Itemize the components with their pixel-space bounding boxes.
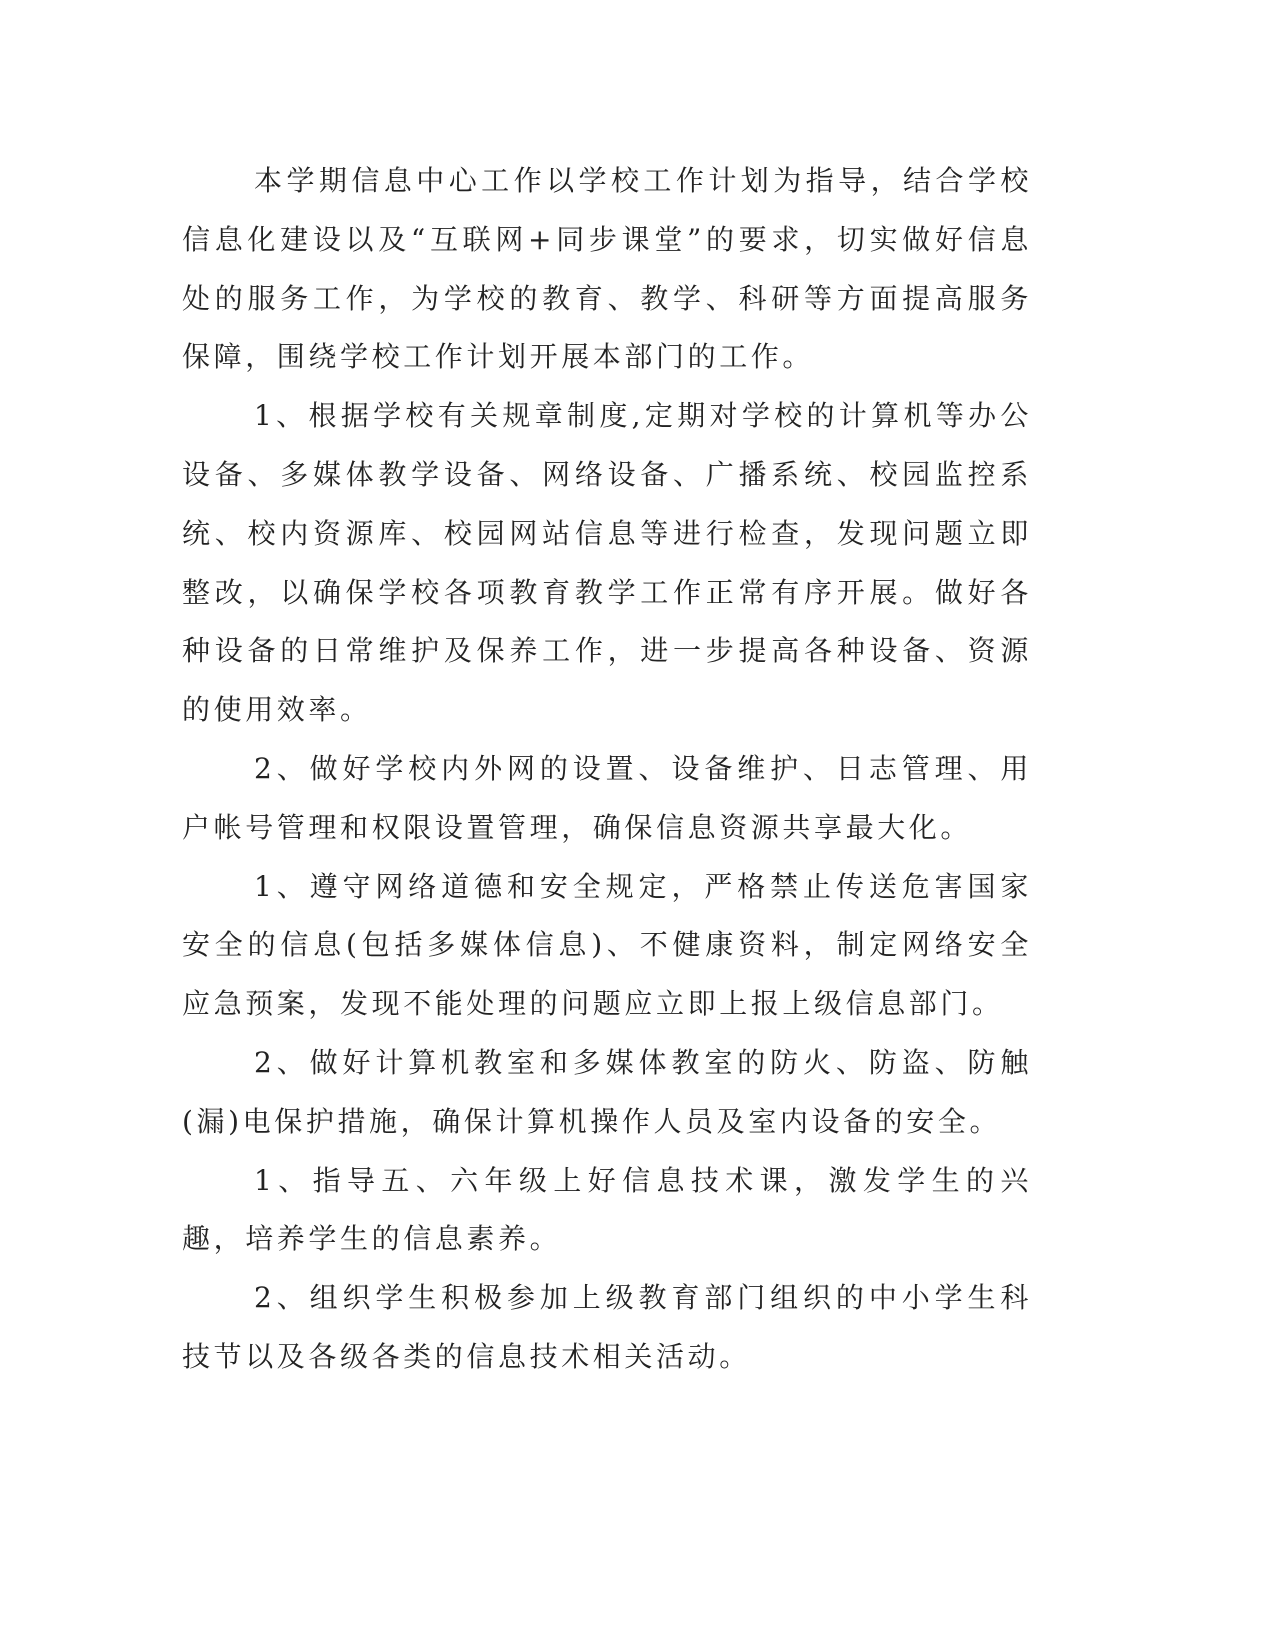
paragraph-classroom-safety: 2、做好计算机教室和多媒体教室的防火、防盗、防触(漏)电保护措施，确保计算机操作人员及室内设备的安全。 <box>182 1045 1032 1138</box>
paragraph-equipment-maintenance: 1、根据学校有关规章制度,定期对学校的计算机等办公设备、多媒体教学设备、网络设备、广播系统、校园监控系统、校内资源库、校园网站信息等进行检查，发现问题立即整改，以确保学校各项教育教学工作正常有序开展。做好各种设备的日常维护及保养工作，进一步提高各种设备、资源的使用效率。 <box>182 399 1032 727</box>
paragraph-intro: 本学期信息中心工作以学校工作计划为指导，结合学校信息化建设以及“互联网+同步课堂”的要求，切实做好信息处的服务工作，为学校的教育、教学、科研等方面提高服务保障，围绕学校工作计划开展本部门的工作。 <box>182 164 1032 374</box>
document-body <box>182 152 1032 1387</box>
paragraph-it-course: 1、指导五、六年级上好信息技术课，激发学生的兴趣，培养学生的信息素养。 <box>182 1163 1032 1256</box>
paragraph-network-management: 2、做好学校内外网的设置、设备维护、日志管理、用户帐号管理和权限设置管理，确保信息资源共享最大化。 <box>182 751 1032 844</box>
paragraph-student-activities: 2、组织学生积极参加上级教育部门组织的中小学生科技节以及各级各类的信息技术相关活动。 <box>182 1281 1032 1373</box>
paragraph-network-security: 1、遵守网络道德和安全规定，严格禁止传送危害国家安全的信息(包括多媒体信息)、不健康资料，制定网络安全应急预案，发现不能处理的问题应立即上报上级信息部门。 <box>182 869 1032 1021</box>
